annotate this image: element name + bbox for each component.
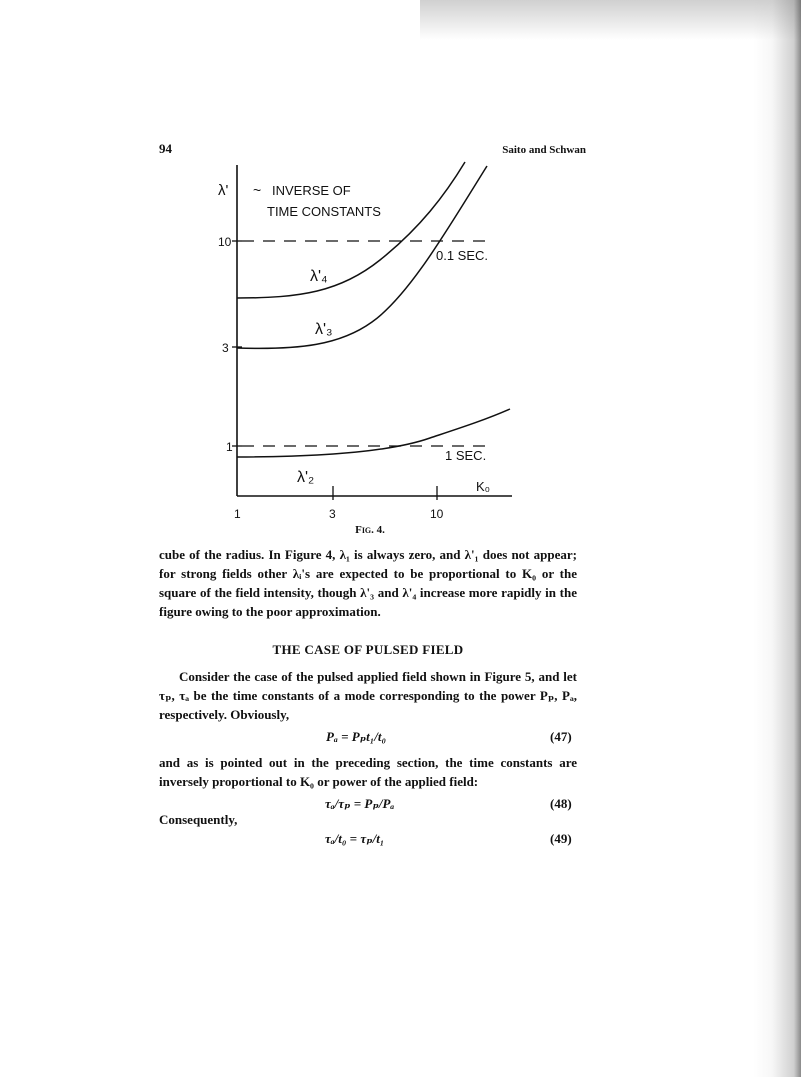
legend-line-2: TIME CONSTANTS [267,204,381,219]
paragraph-3: and as is pointed out in the preceding section, the time constants are inversely proportional to K₀ or power of the applied field: [159,755,577,789]
x-tick-label-3: 3 [329,507,336,521]
legend-line-1: INVERSE OF [272,183,351,198]
curve-label-lambda4: λ'₄ [310,268,328,285]
x-axis-label: K₀ [476,479,491,494]
equation-49-number: (49) [550,831,572,846]
reference-label-1-sec: 1 SEC. [445,448,487,463]
tilde: ~ [253,182,262,198]
y-tick-label-10: 10 [218,235,232,249]
curve-label-lambda2: λ'₂ [297,469,315,486]
y-tick-label-3: 3 [222,341,229,355]
y-tick-label-1: 1 [226,440,233,454]
equation-48: τₐ/τₚ = Pₚ/Pₐ [325,796,395,811]
running-head: Saito and Schwan [502,144,586,156]
paragraph-2: Consider the case of the pulsed applied field shown in Figure 5, and let τₚ, τₐ be the time constants of a mode corresponding to the power Pₚ, Pₐ, respectively. Obviously, [159,669,577,722]
equation-49: τₐ/t₀ = τₚ/t₁ [325,831,385,846]
reference-label-0.1-sec: 0.1 SEC. [436,248,489,263]
section-title: THE CASE OF PULSED FIELD [272,642,464,657]
consequently-text: Consequently, [159,812,238,827]
scan-shadow-right-edge [753,0,801,1077]
paragraph-1: cube of the radius. In Figure 4, λ₁ is always zero, and λ'₁ does not appear; for strong fields other λᵢ's are expected to be proportional to K₀ or the square of the field intensity, though λ'₃ and λ'₄ increase more rapidly in the figure owing to the poor approximation. [159,547,577,619]
scan-shadow-top [420,0,801,40]
y-axis-symbol: λ' [218,182,229,199]
equation-47: Pₐ = Pₚt₁/t₀ [326,729,387,744]
equation-47-number: (47) [550,729,572,744]
curve-label-lambda3: λ'₃ [315,321,333,338]
page-number: 94 [159,141,172,156]
x-tick-label-10: 10 [430,507,444,521]
figure-4 [150,160,530,525]
x-tick-label-1: 1 [234,507,241,521]
figure-caption: Fig. 4. [355,524,385,536]
equation-48-number: (48) [550,796,572,811]
